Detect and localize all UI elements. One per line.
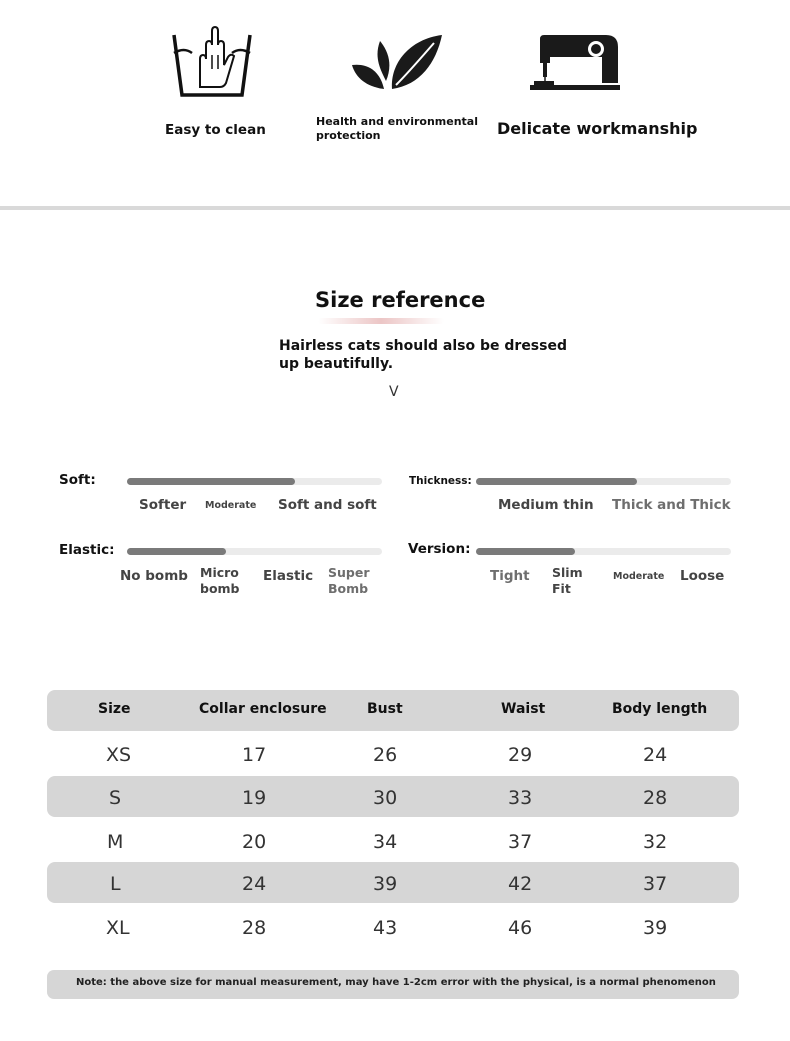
table-cell: 28 [643, 787, 668, 809]
table-cell: 37 [508, 831, 533, 853]
elastic-option: Super Bomb [328, 565, 370, 596]
table-cell: 24 [643, 744, 668, 766]
table-cell: 39 [373, 873, 398, 895]
table-cell: 43 [373, 917, 398, 939]
table-header-size: Size [98, 701, 131, 717]
version-option: Tight [490, 568, 530, 584]
table-cell: L [110, 873, 121, 895]
note-text: Note: the above size for manual measurement, may have 1-2cm error with the physical, is a normal phenomenon [76, 977, 716, 988]
table-cell: 20 [242, 831, 267, 853]
table-cell: XL [106, 917, 130, 939]
soft-scale-fill [127, 478, 295, 485]
table-cell: 46 [508, 917, 533, 939]
section-divider [0, 206, 790, 210]
thickness-scale-fill [476, 478, 637, 485]
table-cell: 32 [643, 831, 668, 853]
attr-label-soft: Soft: [59, 472, 96, 488]
feature-label-workmanship: Delicate workmanship [497, 119, 698, 138]
page-title: Size reference [315, 288, 486, 312]
attr-label-elastic: Elastic: [59, 542, 115, 558]
table-cell: M [107, 831, 124, 853]
table-cell: 28 [242, 917, 267, 939]
soft-option: Softer [139, 497, 187, 513]
table-cell: 24 [242, 873, 267, 895]
soft-option: Moderate [205, 500, 257, 511]
version-option: Slim Fit [552, 565, 583, 596]
elastic-scale-track [127, 548, 382, 555]
table-cell: 30 [373, 787, 398, 809]
leaf-icon [350, 33, 444, 93]
thickness-scale-track [476, 478, 731, 485]
title-underline [318, 318, 444, 324]
version-option: Moderate [613, 571, 665, 582]
hand-wash-icon [170, 25, 256, 101]
table-cell: S [109, 787, 122, 809]
chevron-down-icon: V [389, 384, 399, 400]
soft-option: Soft and soft [278, 497, 377, 513]
elastic-option: Micro bomb [200, 565, 240, 596]
table-cell: 17 [242, 744, 267, 766]
table-cell: XS [106, 744, 132, 766]
table-cell: 29 [508, 744, 533, 766]
table-cell: 42 [508, 873, 533, 895]
table-cell: 19 [242, 787, 267, 809]
table-header-collar: Collar enclosure [199, 701, 327, 717]
table-header-bust: Bust [367, 701, 403, 717]
sewing-machine-icon [528, 33, 622, 93]
subtitle: Hairless cats should also be dressed up beautifully. [279, 338, 567, 372]
table-cell: 39 [643, 917, 668, 939]
table-header-waist: Waist [501, 701, 546, 717]
table-cell: 37 [643, 873, 668, 895]
version-scale-track [476, 548, 731, 555]
version-option: Loose [680, 568, 725, 584]
table-cell: 34 [373, 831, 398, 853]
thickness-option: Thick and Thick [612, 497, 731, 513]
attr-label-version: Version: [408, 541, 471, 557]
table-header-body-length: Body length [612, 701, 708, 717]
table-cell: 33 [508, 787, 533, 809]
elastic-option: Elastic [263, 568, 314, 584]
elastic-option: No bomb [120, 568, 188, 584]
version-scale-fill [476, 548, 575, 555]
thickness-option: Medium thin [498, 497, 594, 513]
soft-scale-track [127, 478, 382, 485]
elastic-scale-fill [127, 548, 226, 555]
feature-label-health: Health and environmental protection [316, 115, 478, 142]
feature-label-easy-clean: Easy to clean [165, 122, 266, 138]
table-cell: 26 [373, 744, 398, 766]
attr-label-thickness: Thickness: [409, 475, 472, 487]
